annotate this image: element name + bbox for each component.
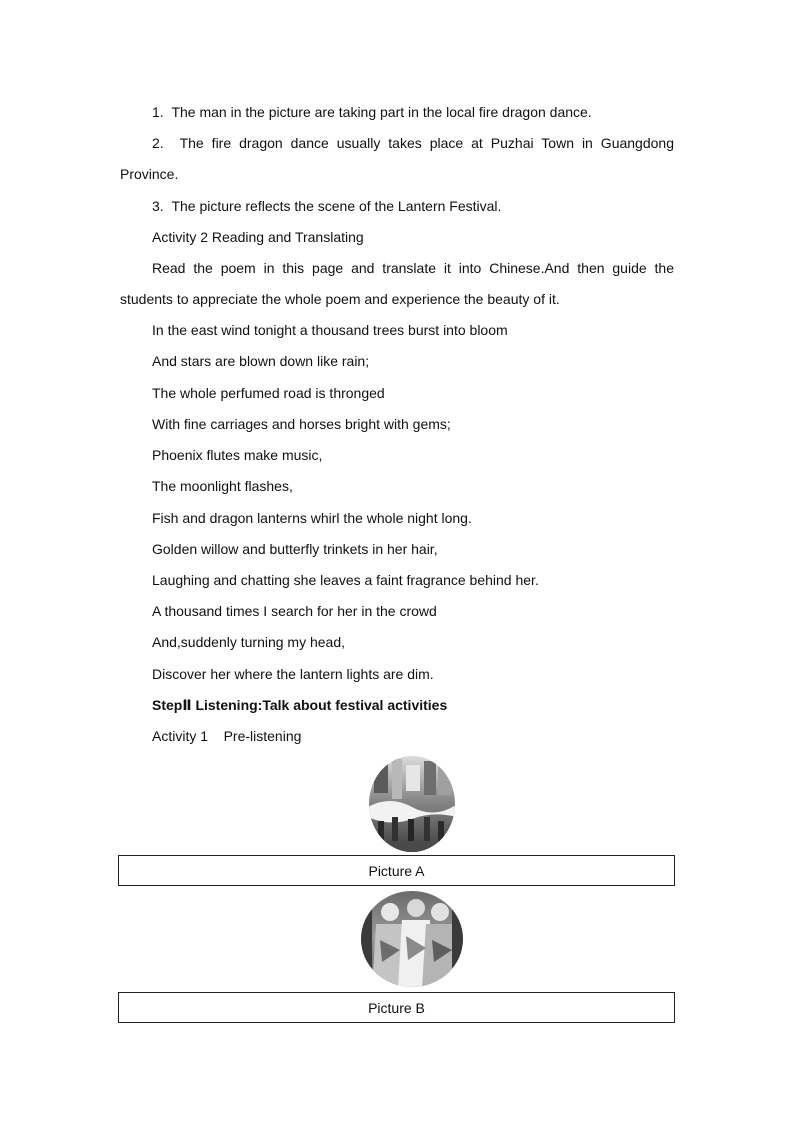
picture-a-caption: [118, 855, 675, 886]
poem-line: In the east wind tonight a thousand trees burst into bloom: [152, 322, 508, 338]
step-2-heading: StepⅡ Listening:Talk about festival activities: [152, 697, 448, 713]
answer-item-2-line-2: Province.: [120, 166, 179, 182]
answer-item-3: 3. The picture reflects the scene of the Lantern Festival.: [152, 198, 502, 214]
poem-line: And stars are blown down like rain;: [152, 353, 370, 369]
picture-a-photo: [368, 755, 456, 853]
answer-item-2-line-1: 2. The fire dragon dance usually takes place at Puzhai Town in Guangdong: [152, 135, 674, 151]
activity-2-heading: Activity 2 Reading and Translating: [152, 229, 364, 245]
poem-line: The whole perfumed road is thronged: [152, 385, 385, 401]
poem-line: With fine carriages and horses bright with gems;: [152, 416, 451, 432]
poem-line: Fish and dragon lanterns whirl the whole night long.: [152, 510, 472, 526]
picture-b-caption-text: Picture B: [368, 999, 425, 1016]
activity-2-instruction-line-1: Read the poem in this page and translate it into Chinese.And then guide the: [152, 260, 674, 276]
answer-item-1: 1. The man in the picture are taking part in the local fire dragon dance.: [152, 104, 592, 120]
poem-line: Discover her where the lantern lights are dim.: [152, 666, 434, 682]
picture-b-caption: [118, 992, 675, 1023]
activity-2-instruction-line-2: students to appreciate the whole poem and experience the beauty of it.: [120, 291, 560, 307]
poem-line: A thousand times I search for her in the crowd: [152, 603, 437, 619]
poem-line: Laughing and chatting she leaves a faint fragrance behind her.: [152, 572, 539, 588]
picture-b-photo: [360, 890, 464, 988]
poem-line: And,suddenly turning my head,: [152, 634, 346, 650]
poem-line: Phoenix flutes make music,: [152, 447, 323, 463]
poem-line: Golden willow and butterfly trinkets in her hair,: [152, 541, 438, 557]
poem-line: The moonlight flashes,: [152, 478, 293, 494]
picture-a-caption-text: Picture A: [368, 862, 425, 879]
activity-1-heading: Activity 1 Pre-listening: [152, 728, 302, 744]
